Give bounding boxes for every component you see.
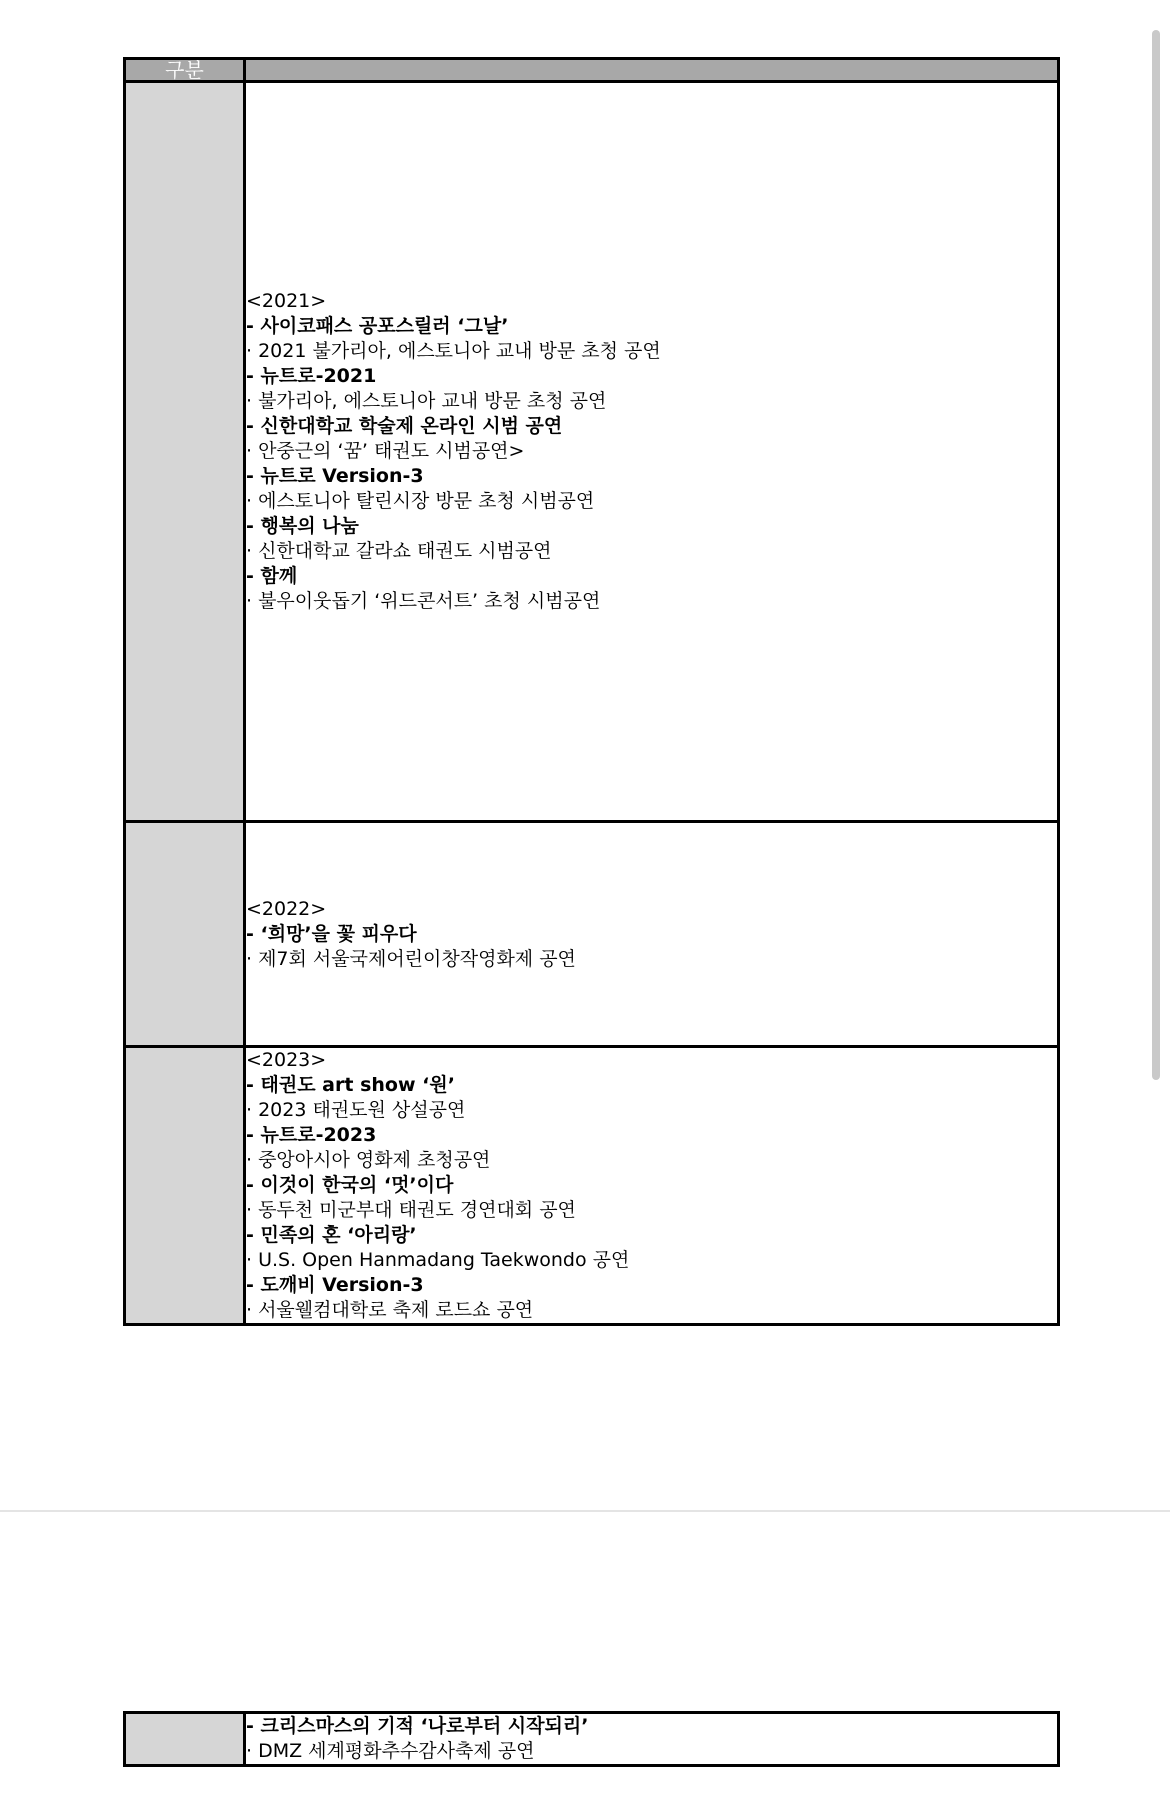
- section-label-cell: [125, 82, 245, 822]
- table-header-row: [125, 59, 1059, 82]
- year-heading: <2022>: [246, 897, 327, 920]
- section-2023-content: [245, 1047, 1059, 1325]
- performance-desc: · 에스토니아 탈린시장 방문 초청 시범공연: [246, 490, 595, 512]
- section-label-cell: [125, 822, 245, 1047]
- header-label: 구분: [165, 58, 204, 82]
- performance-desc: · 제7회 서울국제어린이창작영화제 공연: [246, 947, 576, 970]
- section-continued-content: [245, 1713, 1059, 1766]
- performance-title: - 크리스마스의 기적 ‘나로부터 시작되리’: [246, 1715, 589, 1737]
- performance-table-continued: [123, 1711, 1060, 1767]
- section-label-cell: [125, 1713, 245, 1766]
- performance-desc: · 2023 태권도원 상설공연: [246, 1099, 466, 1121]
- section-2023-row: [125, 1047, 1059, 1325]
- page-separator: [0, 1510, 1170, 1512]
- performance-desc: · 안중근의 ‘꿈’ 태권도 시범공연>: [246, 440, 525, 462]
- performance-desc: · U.S. Open Hanmadang Taekwondo 공연: [246, 1249, 630, 1271]
- performance-desc: · DMZ 세계평화추수감사축제 공연: [246, 1740, 535, 1762]
- scrollbar[interactable]: [1152, 30, 1160, 1080]
- performance-desc: · 서울웰컴대학로 축제 로드쇼 공연: [246, 1299, 534, 1321]
- performance-desc: · 동두천 미군부대 태권도 경연대회 공연: [246, 1199, 576, 1221]
- performance-title: - 뉴트로-2021: [246, 365, 377, 387]
- performance-title: - 신한대학교 학술제 온라인 시범 공연: [246, 415, 563, 437]
- performance-title: - 이것이 한국의 ‘멋’이다: [246, 1174, 454, 1196]
- performance-title: - 사이코패스 공포스릴러 ‘그날’: [246, 315, 509, 337]
- header-label-cell: [125, 59, 245, 82]
- section-2022-row: [125, 822, 1059, 1047]
- performance-title: - 뉴트로-2023: [246, 1124, 377, 1146]
- performance-desc: · 불우이웃돕기 ‘위드콘서트’ 초청 시범공연: [246, 590, 601, 612]
- performance-desc: · 신한대학교 갈라쇼 태권도 시범공연: [246, 540, 552, 562]
- performance-title: - 함께: [246, 565, 298, 587]
- performance-title: - 행복의 나눔: [246, 515, 359, 537]
- performance-desc: · 중앙아시아 영화제 초청공연: [246, 1149, 491, 1171]
- section-2021-row: [125, 82, 1059, 822]
- performance-table: [123, 57, 1060, 1326]
- section-continued-row: [125, 1713, 1059, 1766]
- performance-title: - 민족의 혼 ‘아리랑’: [246, 1224, 417, 1246]
- header-content-cell: [245, 59, 1059, 82]
- performance-desc: · 불가리아, 에스토니아 교내 방문 초청 공연: [246, 390, 607, 412]
- section-label-cell: [125, 1047, 245, 1325]
- section-2021-content: [245, 82, 1059, 822]
- section-2022-content: [245, 822, 1059, 1047]
- performance-desc: · 2021 불가리아, 에스토니아 교내 방문 초청 공연: [246, 340, 661, 362]
- year-heading: <2021>: [246, 290, 327, 312]
- performance-title: - ‘희망’을 꽃 피우다: [246, 922, 417, 945]
- performance-title: - 도깨비 Version-3: [246, 1274, 424, 1296]
- performance-title: - 뉴트로 Version-3: [246, 465, 424, 487]
- year-heading: <2023>: [246, 1049, 327, 1071]
- performance-title: - 태권도 art show ‘원’: [246, 1074, 455, 1096]
